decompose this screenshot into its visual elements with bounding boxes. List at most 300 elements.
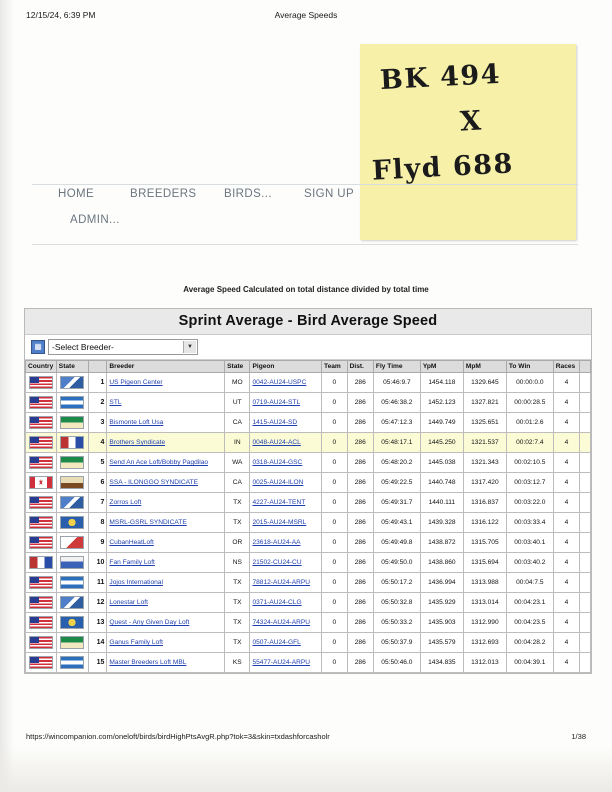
table-header-row (26, 361, 591, 373)
rank-cell: 7 (88, 493, 107, 513)
ypm-cell: 1454.118 (420, 373, 463, 393)
col-pigeon: Pigeon (250, 361, 322, 373)
dist-cell: 286 (347, 533, 373, 553)
ypm-cell: 1436.994 (420, 573, 463, 593)
breeder-select[interactable] (48, 339, 198, 355)
page-title: Sprint Average - Bird Average Speed (25, 309, 591, 335)
breeder-link[interactable]: Ganus Family Loft (109, 639, 163, 646)
breeder-cell (107, 513, 225, 533)
mpm-cell: 1313.014 (463, 593, 506, 613)
col-dist: Dist. (347, 361, 373, 373)
breeder-link[interactable]: Fan Family Loft (109, 559, 155, 566)
pigeon-link[interactable]: 0048-AU24-ACL (252, 439, 301, 446)
mpm-cell: 1329.645 (463, 373, 506, 393)
dist-cell: 286 (347, 573, 373, 593)
breeder-link[interactable]: Quest - Any Given Day Loft (109, 619, 190, 626)
state-flag-icon (60, 456, 84, 469)
pigeon-cell (250, 553, 322, 573)
breeder-link[interactable]: CubanHeatLoft (109, 539, 154, 546)
state-flag-cell (56, 373, 88, 393)
fly-time-cell: 05:50:46.0 (373, 653, 420, 673)
state-cell: MO (225, 373, 250, 393)
pigeon-link[interactable]: 0025-AU24-ILON (252, 479, 304, 486)
pigeon-link[interactable]: 2015-AU24-MSRL (252, 519, 307, 526)
col-rank (88, 361, 107, 373)
ypm-cell: 1435.929 (420, 593, 463, 613)
team-cell: 0 (322, 413, 348, 433)
mpm-cell: 1313.988 (463, 573, 506, 593)
extra-cell (580, 553, 591, 573)
state-cell: TX (225, 593, 250, 613)
extra-cell (580, 373, 591, 393)
state-cell: CA (225, 413, 250, 433)
country-flag-icon (29, 556, 53, 569)
state-flag-cell (56, 493, 88, 513)
col-extra (580, 361, 591, 373)
country-flag-cell (26, 453, 57, 473)
team-cell: 0 (322, 633, 348, 653)
rank-cell: 9 (88, 533, 107, 553)
breeder-cell (107, 373, 225, 393)
pigeon-link[interactable]: 0719-AU24-STL (252, 399, 301, 406)
state-cell: TX (225, 493, 250, 513)
fly-time-cell: 05:50:33.2 (373, 613, 420, 633)
breeder-cell (107, 653, 225, 673)
state-flag-cell (56, 513, 88, 533)
races-cell: 4 (553, 373, 579, 393)
breeder-cell (107, 593, 225, 613)
state-cell: TX (225, 613, 250, 633)
dist-cell: 286 (347, 393, 373, 413)
col-mpm: MpM (463, 361, 506, 373)
extra-cell (580, 493, 591, 513)
breeder-link[interactable]: Lonestar Loft (109, 599, 148, 606)
to-win-cell: 00:04:7.5 (506, 573, 553, 593)
dist-cell: 286 (347, 433, 373, 453)
state-cell: KS (225, 653, 250, 673)
state-flag-cell (56, 393, 88, 413)
extra-cell (580, 433, 591, 453)
pigeon-cell (250, 653, 322, 673)
rank-cell: 2 (88, 393, 107, 413)
mpm-cell: 1325.651 (463, 413, 506, 433)
state-flag-cell (56, 653, 88, 673)
breeder-cell (107, 493, 225, 513)
pigeon-link[interactable]: 21502-CU24-CU (252, 559, 302, 566)
country-flag-cell (26, 653, 57, 673)
rank-cell: 13 (88, 613, 107, 633)
races-cell: 4 (553, 473, 579, 493)
nav-item-breeders[interactable]: BREEDERS (130, 188, 197, 200)
pigeon-cell (250, 573, 322, 593)
pigeon-link[interactable]: 74324-AU24-ARPU (252, 619, 311, 626)
main-nav (32, 188, 572, 238)
breeder-link[interactable]: MSRL-GSRL SYNDICATE (109, 519, 187, 526)
extra-cell (580, 473, 591, 493)
pigeon-link[interactable]: 23618-AU24-AA (252, 539, 301, 546)
breeder-link[interactable]: Jojos International (109, 579, 163, 586)
pigeon-link[interactable]: 0042-AU24-USPC (252, 379, 307, 386)
dist-cell: 286 (347, 413, 373, 433)
sticky-note-line-1: BK 494 (379, 58, 502, 97)
country-flag-cell (26, 493, 57, 513)
rank-cell: 3 (88, 413, 107, 433)
fly-time-cell: 05:49:31.7 (373, 493, 420, 513)
breeder-cell (107, 433, 225, 453)
country-flag-cell (26, 633, 57, 653)
fly-time-cell: 05:48:17.1 (373, 433, 420, 453)
breeder-filter-bar (25, 335, 591, 360)
races-cell: 4 (553, 653, 579, 673)
to-win-cell: 00:03:22.0 (506, 493, 553, 513)
dist-cell: 286 (347, 633, 373, 653)
state-flag-cell (56, 633, 88, 653)
pigeon-link[interactable]: 1415-AU24-SD (252, 419, 298, 426)
mpm-cell: 1312.693 (463, 633, 506, 653)
country-flag-icon (29, 616, 53, 629)
dist-cell: 286 (347, 553, 373, 573)
races-cell: 4 (553, 553, 579, 573)
pigeon-cell (250, 373, 322, 393)
state-flag-icon (60, 416, 84, 429)
mpm-cell: 1327.821 (463, 393, 506, 413)
breeder-link[interactable]: Master Breeders Loft MBL (109, 659, 187, 666)
country-flag-icon (29, 496, 53, 509)
breeder-cell (107, 633, 225, 653)
to-win-cell: 00:03:33.4 (506, 513, 553, 533)
breeder-link[interactable]: Send An Ace Loft/Bobby Pagdilao (109, 459, 209, 466)
mpm-cell: 1315.705 (463, 533, 506, 553)
dist-cell: 286 (347, 473, 373, 493)
rank-cell: 1 (88, 373, 107, 393)
col-ypm: YpM (420, 361, 463, 373)
team-cell: 0 (322, 373, 348, 393)
pigeon-link[interactable]: 78812-AU24-ARPU (252, 579, 311, 586)
extra-cell (580, 453, 591, 473)
rank-cell: 10 (88, 553, 107, 573)
breeder-link[interactable]: STL (109, 399, 122, 406)
table-row (26, 533, 591, 553)
team-cell: 0 (322, 613, 348, 633)
to-win-cell: 00:00:0.0 (506, 373, 553, 393)
col-country: Country (26, 361, 57, 373)
table-row (26, 453, 591, 473)
races-cell: 4 (553, 393, 579, 413)
country-flag-icon (29, 636, 53, 649)
to-win-cell: 00:04:39.1 (506, 653, 553, 673)
state-flag-cell (56, 453, 88, 473)
state-flag-cell (56, 433, 88, 453)
to-win-cell: 00:02:7.4 (506, 433, 553, 453)
average-speed-table (25, 360, 591, 673)
results-panel (24, 308, 592, 674)
pigeon-cell (250, 433, 322, 453)
table-body (26, 373, 591, 673)
state-flag-cell (56, 533, 88, 553)
country-flag-icon (29, 516, 53, 529)
country-flag-icon (29, 456, 53, 469)
state-flag-icon (60, 536, 84, 549)
nav-item-home[interactable]: HOME (58, 188, 95, 200)
country-flag-icon (29, 476, 53, 489)
country-flag-cell (26, 553, 57, 573)
dist-cell: 286 (347, 593, 373, 613)
breeder-select-value: -Select Breeder- (52, 342, 114, 352)
country-flag-icon (29, 436, 53, 449)
state-flag-cell (56, 573, 88, 593)
state-cell: UT (225, 393, 250, 413)
breeder-cell (107, 573, 225, 593)
pigeon-cell (250, 413, 322, 433)
print-title: Average Speeds (274, 10, 338, 20)
rank-cell: 12 (88, 593, 107, 613)
pigeon-cell (250, 513, 322, 533)
col-fly-time: Fly Time (373, 361, 420, 373)
pigeon-link[interactable]: 4227-AU24-TENT (252, 499, 306, 506)
page-caption: Average Speed Calculated on total distance divided by total time (183, 285, 429, 294)
extra-cell (580, 573, 591, 593)
pigeon-cell (250, 533, 322, 553)
state-cell: TX (225, 633, 250, 653)
team-cell: 0 (322, 473, 348, 493)
state-flag-icon (60, 516, 84, 529)
breeder-cell (107, 413, 225, 433)
country-flag-icon (29, 596, 53, 609)
table-row (26, 433, 591, 453)
breeder-cell (107, 473, 225, 493)
team-cell: 0 (322, 433, 348, 453)
state-flag-icon (60, 616, 84, 629)
mpm-cell: 1321.343 (463, 453, 506, 473)
country-flag-cell (26, 513, 57, 533)
mpm-cell: 1316.837 (463, 493, 506, 513)
country-flag-cell (26, 373, 57, 393)
sticky-note-line-2: X (459, 105, 484, 138)
state-flag-icon (60, 476, 84, 489)
breeder-cell (107, 553, 225, 573)
table-row (26, 373, 591, 393)
fly-time-cell: 05:49:50.0 (373, 553, 420, 573)
col-team: Team (322, 361, 348, 373)
rank-cell: 8 (88, 513, 107, 533)
fly-time-cell: 05:46:9.7 (373, 373, 420, 393)
mpm-cell: 1321.537 (463, 433, 506, 453)
state-flag-icon (60, 556, 84, 569)
fly-time-cell: 05:46:38.2 (373, 393, 420, 413)
to-win-cell: 00:04:28.2 (506, 633, 553, 653)
print-url: https://wincompanion.com/oneloft/birds/birdHighPtsAvgR.php?tok=3&skin=txdashforcasholr (26, 732, 330, 741)
country-flag-icon (29, 416, 53, 429)
table-row (26, 573, 591, 593)
breeder-link[interactable]: Brothers Syndicate (109, 439, 166, 446)
state-flag-cell (56, 593, 88, 613)
grid-icon: ▦ (31, 340, 45, 354)
state-cell: NS (225, 553, 250, 573)
mpm-cell: 1316.122 (463, 513, 506, 533)
team-cell: 0 (322, 493, 348, 513)
country-flag-cell (26, 613, 57, 633)
extra-cell (580, 613, 591, 633)
team-cell: 0 (322, 393, 348, 413)
breeder-link[interactable]: SSA - ILONGGO SYNDICATE (109, 479, 198, 486)
breeder-link[interactable]: US Pigeon Center (109, 379, 163, 386)
to-win-cell: 00:04:23.5 (506, 613, 553, 633)
nav-item-sign-up[interactable]: SIGN UP (304, 188, 355, 200)
ypm-cell: 1435.579 (420, 633, 463, 653)
pigeon-link[interactable]: 0507-AU24-GFL (252, 639, 301, 646)
pigeon-cell (250, 493, 322, 513)
ypm-cell: 1438.860 (420, 553, 463, 573)
ypm-cell: 1452.123 (420, 393, 463, 413)
pigeon-link[interactable]: 0318-AU24-GSC (252, 459, 303, 466)
breeder-link[interactable]: Zorros Loft (109, 499, 142, 506)
state-cell: WA (225, 453, 250, 473)
fly-time-cell: 05:50:17.2 (373, 573, 420, 593)
fly-time-cell: 05:47:12.3 (373, 413, 420, 433)
fly-time-cell: 05:50:37.9 (373, 633, 420, 653)
fly-time-cell: 05:49:43.1 (373, 513, 420, 533)
print-datetime: 12/15/24, 6:39 PM (26, 10, 96, 20)
fly-time-cell: 05:48:20.2 (373, 453, 420, 473)
extra-cell (580, 653, 591, 673)
table-row (26, 653, 591, 673)
state-flag-icon (60, 656, 84, 669)
to-win-cell: 00:00:28.5 (506, 393, 553, 413)
state-cell: TX (225, 513, 250, 533)
ypm-cell: 1435.903 (420, 613, 463, 633)
print-page-number: 1/38 (571, 732, 586, 741)
pigeon-cell (250, 613, 322, 633)
col-state-flag: State (56, 361, 88, 373)
table-row (26, 593, 591, 613)
state-flag-cell (56, 613, 88, 633)
ypm-cell: 1439.328 (420, 513, 463, 533)
to-win-cell: 00:04:23.1 (506, 593, 553, 613)
sticky-note-line-3: Flyd 688 (371, 148, 515, 187)
state-cell: OR (225, 533, 250, 553)
dist-cell: 286 (347, 493, 373, 513)
races-cell: 4 (553, 433, 579, 453)
races-cell: 4 (553, 533, 579, 553)
state-flag-icon (60, 596, 84, 609)
table-row (26, 493, 591, 513)
nav-divider-top (32, 184, 578, 185)
pigeon-link[interactable]: 55477-AU24-ARPU (252, 659, 311, 666)
team-cell: 0 (322, 593, 348, 613)
country-flag-icon (29, 536, 53, 549)
team-cell: 0 (322, 453, 348, 473)
breeder-cell (107, 393, 225, 413)
state-flag-icon (60, 376, 84, 389)
country-flag-cell (26, 433, 57, 453)
mpm-cell: 1312.990 (463, 613, 506, 633)
extra-cell (580, 513, 591, 533)
country-flag-cell (26, 473, 57, 493)
breeder-link[interactable]: Bismonte Loft Usa (109, 419, 164, 426)
dist-cell: 286 (347, 453, 373, 473)
ypm-cell: 1434.835 (420, 653, 463, 673)
table-row (26, 473, 591, 493)
dist-cell: 286 (347, 653, 373, 673)
country-flag-icon (29, 396, 53, 409)
state-flag-icon (60, 436, 84, 449)
races-cell: 4 (553, 633, 579, 653)
country-flag-cell (26, 593, 57, 613)
mpm-cell: 1315.694 (463, 553, 506, 573)
dist-cell: 286 (347, 373, 373, 393)
races-cell: 4 (553, 493, 579, 513)
rank-cell: 5 (88, 453, 107, 473)
to-win-cell: 00:01:2.6 (506, 413, 553, 433)
state-cell: TX (225, 573, 250, 593)
country-flag-cell (26, 413, 57, 433)
races-cell: 4 (553, 613, 579, 633)
ypm-cell: 1440.111 (420, 493, 463, 513)
state-flag-cell (56, 413, 88, 433)
extra-cell (580, 393, 591, 413)
to-win-cell: 00:03:40.2 (506, 553, 553, 573)
races-cell: 4 (553, 513, 579, 533)
breeder-cell (107, 533, 225, 553)
extra-cell (580, 633, 591, 653)
state-cell: IN (225, 433, 250, 453)
state-flag-cell (56, 553, 88, 573)
col-races: Races (553, 361, 579, 373)
table-row (26, 513, 591, 533)
rank-cell: 14 (88, 633, 107, 653)
ypm-cell: 1445.250 (420, 433, 463, 453)
col-breeder: Breeder (107, 361, 225, 373)
state-cell: CA (225, 473, 250, 493)
team-cell: 0 (322, 573, 348, 593)
pigeon-cell (250, 473, 322, 493)
state-flag-icon (60, 636, 84, 649)
country-flag-cell (26, 393, 57, 413)
breeder-cell (107, 613, 225, 633)
pigeon-cell (250, 593, 322, 613)
state-flag-cell (56, 473, 88, 493)
fly-time-cell: 05:50:32.8 (373, 593, 420, 613)
state-flag-icon (60, 496, 84, 509)
table-row (26, 553, 591, 573)
state-flag-icon (60, 576, 84, 589)
pigeon-link[interactable]: 0371-AU24-CLG (252, 599, 302, 606)
mpm-cell: 1312.013 (463, 653, 506, 673)
races-cell: 4 (553, 593, 579, 613)
races-cell: 4 (553, 453, 579, 473)
table-row (26, 413, 591, 433)
country-flag-cell (26, 533, 57, 553)
col-state: State (225, 361, 250, 373)
team-cell: 0 (322, 653, 348, 673)
rank-cell: 15 (88, 653, 107, 673)
nav-divider-bottom (32, 244, 578, 245)
chevron-down-icon[interactable]: ▼ (183, 341, 196, 353)
nav-item-birds[interactable]: BIRDS... (224, 188, 272, 200)
to-win-cell: 00:03:40.1 (506, 533, 553, 553)
table-row (26, 633, 591, 653)
table-row (26, 393, 591, 413)
country-flag-cell (26, 573, 57, 593)
races-cell: 4 (553, 573, 579, 593)
ypm-cell: 1438.872 (420, 533, 463, 553)
rank-cell: 6 (88, 473, 107, 493)
nav-item-admin[interactable]: ADMIN... (70, 214, 120, 226)
fly-time-cell: 05:49:49.8 (373, 533, 420, 553)
pigeon-cell (250, 453, 322, 473)
mpm-cell: 1317.420 (463, 473, 506, 493)
pigeon-cell (250, 633, 322, 653)
